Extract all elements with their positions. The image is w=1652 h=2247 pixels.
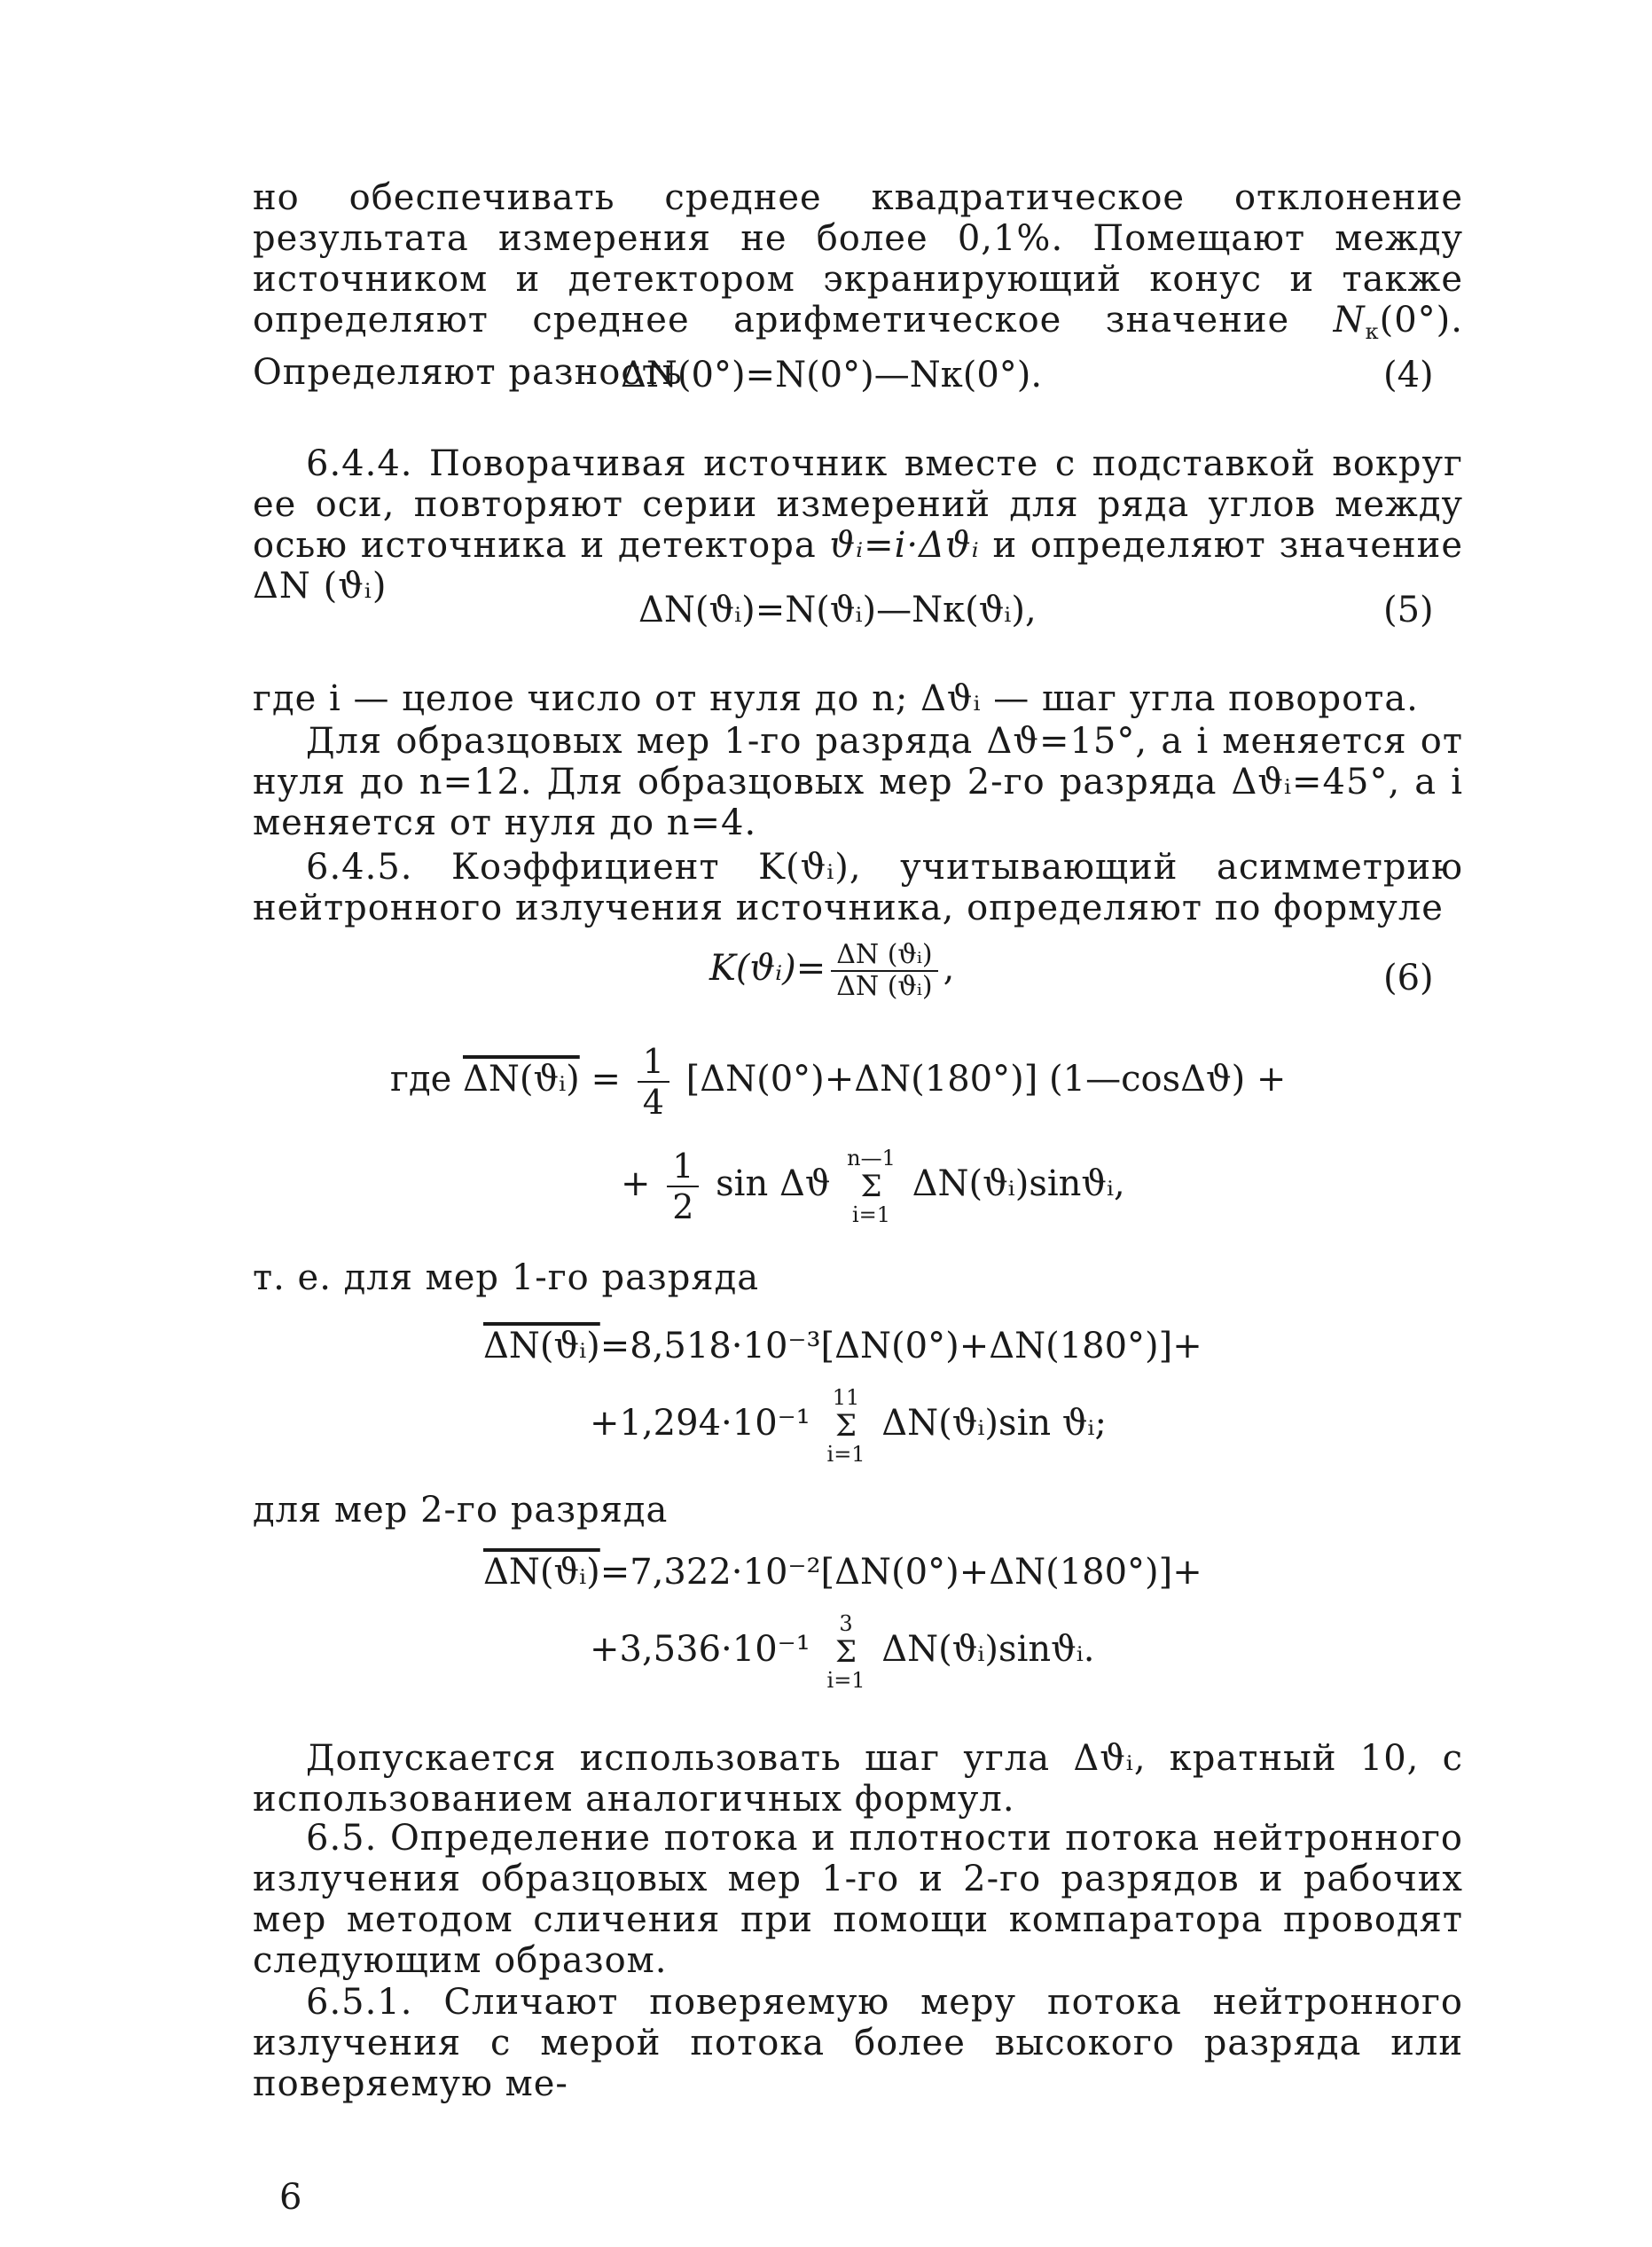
equation-rank1-line2: +1,294·10⁻¹ 11 Σ i=1 ΔN(ϑᵢ)sin ϑᵢ; — [590, 1385, 1107, 1467]
equation-5: ΔN(ϑᵢ)=N(ϑᵢ)—Nк(ϑᵢ), — [638, 590, 1037, 630]
paragraph-rank-1: т. е. для мер 1-го разряда — [253, 1257, 760, 1298]
equation-rank1-line1: ΔN(ϑᵢ)=8,518·10⁻³[ΔN(0°)+ΔN(180°)]+ — [483, 1326, 1202, 1366]
equation-4: ΔN(0°)=N(0°)—Nк(0°). — [621, 355, 1043, 395]
equation-average-line2: + $\frac{1}{2}$ sin Δϑ n—1 Σ i=1 ΔN(ϑᵢ)sinϑᵢ, — [621, 1146, 1125, 1227]
equation-rank2-line2: +3,536·10⁻¹ 3 Σ i=1 ΔN(ϑᵢ)sinϑᵢ. — [590, 1611, 1095, 1693]
paragraph-6-5-1: 6.5.1. Сличают поверяемую меру потока нейтронного излучения с мерой потока более высокого разряда или поверяемую ме- — [253, 1982, 1463, 2104]
paragraph-6-5: 6.5. Определение потока и плотности потока нейтронного излучения образцовых мер 1-го и 2-го разрядов и рабочих мер методом сличения при помощи компаратора проводят следующим образом. — [253, 1818, 1463, 1981]
paragraph-allowed-step: Допускается использовать шаг угла Δϑᵢ, кратный 10, с использованием аналогичных формул. — [253, 1738, 1463, 1820]
paragraph-rank-2: для мер 2-го разряда — [253, 1490, 669, 1531]
paragraph-6-4-4: 6.4.4. Поворачивая источник вместе с подставкой вокруг ее оси, повторяют серии измерений для ряда углов между осью источника и детектора ϑᵢ=i·Δϑᵢ и определяют значение ΔN (ϑᵢ) — [253, 443, 1464, 607]
equation-4-number: (4) — [1383, 355, 1434, 395]
equation-5-number: (5) — [1383, 590, 1434, 630]
equation-average-line1: где ΔN(ϑᵢ) = $\frac{1}{4}$ [ΔN(0°)+ΔN(180°)] (1—cosΔϑ) + — [390, 1042, 1287, 1122]
equation-6-number: (6) — [1383, 958, 1434, 998]
equation-6: K(ϑᵢ)= $\frac{\text{ΔN (ϑᵢ)}}{\text{ΔN (ϑᵢ)}}$ , — [709, 939, 955, 1002]
page-number: 6 — [279, 2177, 302, 2218]
paragraph-sample-measures: Для образцовых мер 1-го разряда Δϑ=15°, а i меняется от нуля до n=12. Для образцовых мер 2-го разряда Δϑᵢ=45°, а i меняется от нуля до n=4. — [253, 721, 1463, 843]
paragraph-6-4-5: 6.4.5. Коэффициент K(ϑᵢ), учитывающий асимметрию нейтронного излучения источника, определяют по формуле — [253, 847, 1463, 928]
paragraph-1: но обеспечивать среднее квадратическое отклонение результата измерения не более 0,1%. Помещают между источником и детектором экранирующий конус и также определяют среднее арифметическое значение $N_к(0^\circ)$. Определяют разность — [253, 177, 1463, 393]
paragraph-where-i: где i — целое число от нуля до n; Δϑᵢ — шаг угла поворота. — [253, 678, 1419, 719]
equation-rank2-line1: ΔN(ϑᵢ)=7,322·10⁻²[ΔN(0°)+ΔN(180°)]+ — [483, 1552, 1202, 1593]
